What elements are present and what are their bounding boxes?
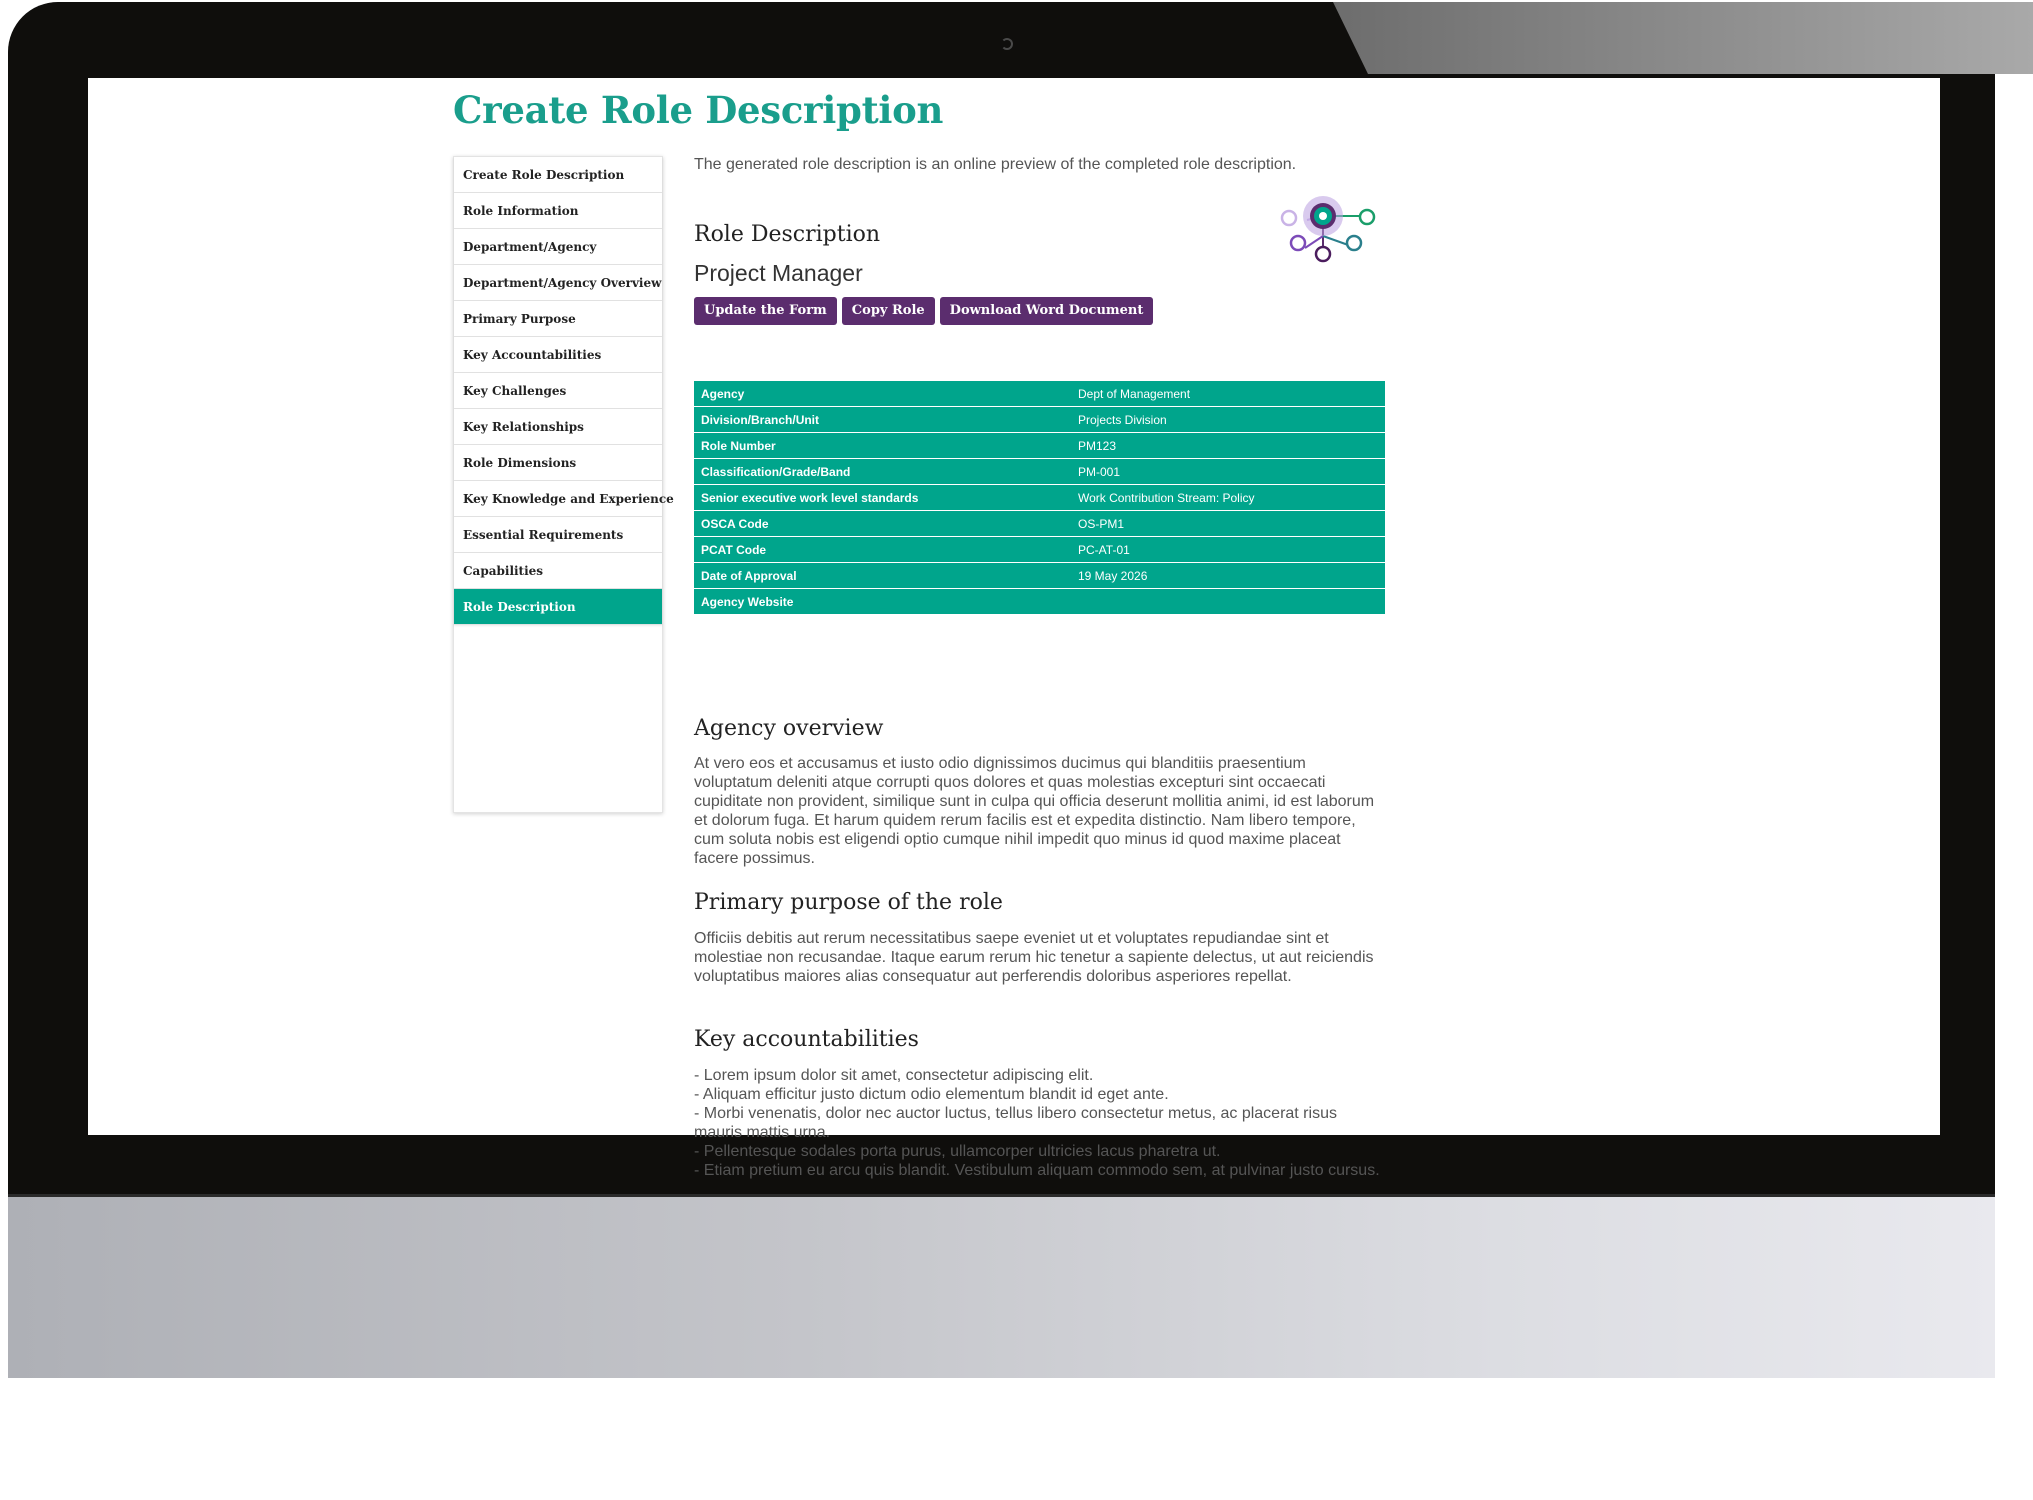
row-label: Senior executive work level standards bbox=[694, 485, 1071, 511]
agency-overview-text: At vero eos et accusamus et iusto odio dignissimos ducimus qui blanditiis praesentium voluptatum deleniti atque corrupti quos dolores et quas molestias excepturi sint occaecati cupiditate non provident, similique sunt in culpa qui officia deserunt mollitia animi, id est laborum et dolorum fuga. Et harum quidem rerum facilis est et expedita distinctio. Nam libero tempore, cum soluta nobis est eligendi optio cumque nihil impedit quo minus id quod maxime placeat facere possimus. bbox=[694, 755, 1375, 867]
sidebar-item-department-agency-overview[interactable]: Department/Agency Overview bbox=[454, 265, 662, 301]
screen bbox=[88, 78, 1940, 1179]
role-title: Project Manager bbox=[694, 260, 863, 286]
page-title: Create Role Description bbox=[453, 88, 944, 132]
row-label: Role Number bbox=[694, 433, 1071, 459]
row-value: PC-AT-01 bbox=[1071, 537, 1385, 563]
sidebar-item-department-agency[interactable]: Department/Agency bbox=[454, 229, 662, 265]
sidebar-item-key-accountabilities[interactable]: Key Accountabilities bbox=[454, 337, 662, 373]
list-item: - Morbi venenatis, dolor nec auctor luctus, tellus libero consectetur metus, ac placerat risus mauris mattis urna. bbox=[694, 1105, 1337, 1141]
row-label: PCAT Code bbox=[694, 537, 1071, 563]
row-label: OSCA Code bbox=[694, 511, 1071, 537]
sidebar-item-primary-purpose[interactable]: Primary Purpose bbox=[454, 301, 662, 337]
update-form-button[interactable]: Update the Form bbox=[694, 297, 837, 325]
row-label: Agency bbox=[694, 381, 1071, 407]
sidebar-item-key-relationships[interactable]: Key Relationships bbox=[454, 409, 662, 445]
monitor-chin bbox=[8, 1197, 1995, 1378]
network-logo-icon bbox=[1275, 196, 1385, 276]
row-value: Projects Division bbox=[1071, 407, 1385, 433]
sidebar-item-create-role-description[interactable]: Create Role Description bbox=[454, 157, 662, 193]
bezel-glare bbox=[1333, 2, 2033, 74]
sidebar-item-capabilities[interactable]: Capabilities bbox=[454, 553, 662, 589]
row-value: Work Contribution Stream: Policy bbox=[1071, 485, 1385, 511]
row-label: Date of Approval bbox=[694, 563, 1071, 589]
row-value: Dept of Management bbox=[1071, 381, 1385, 407]
primary-purpose-heading: Primary purpose of the role bbox=[694, 890, 1003, 915]
row-label: Agency Website bbox=[694, 589, 1071, 615]
list-item: - Lorem ipsum dolor sit amet, consectetur adipiscing elit. bbox=[694, 1067, 1094, 1084]
row-label: Division/Branch/Unit bbox=[694, 407, 1071, 433]
table-row bbox=[694, 563, 1385, 589]
table-row bbox=[694, 589, 1385, 615]
key-accountabilities-heading: Key accountabilities bbox=[694, 1027, 919, 1052]
row-label: Classification/Grade/Band bbox=[694, 459, 1071, 485]
copy-role-button[interactable]: Copy Role bbox=[842, 297, 935, 325]
sidebar-nav bbox=[453, 156, 674, 813]
camera-icon bbox=[1001, 38, 1013, 50]
list-item: - Etiam pretium eu arcu quis blandit. Vestibulum aliquam commodo sem, at pulvinar justo cursus. bbox=[694, 1162, 1380, 1179]
row-value: PM-001 bbox=[1071, 459, 1385, 485]
action-buttons bbox=[694, 297, 1153, 325]
table-row bbox=[694, 381, 1385, 407]
monitor-bezel bbox=[8, 2, 1995, 1197]
row-value: OS-PM1 bbox=[1071, 511, 1385, 537]
role-description-heading: Role Description bbox=[694, 222, 881, 247]
monitor-frame bbox=[8, 2, 1995, 1378]
sidebar-item-role-information[interactable]: Role Information bbox=[454, 193, 662, 229]
sidebar-item-role-dimensions[interactable]: Role Dimensions bbox=[454, 445, 662, 481]
table-row bbox=[694, 485, 1385, 511]
intro-text: The generated role description is an online preview of the completed role description. bbox=[694, 156, 1297, 173]
sidebar-item-role-description[interactable]: Role Description bbox=[454, 589, 662, 625]
row-value bbox=[1071, 589, 1385, 615]
sidebar-item-key-knowledge-and-experience[interactable]: Key Knowledge and Experience bbox=[454, 481, 662, 517]
sidebar-item-key-challenges[interactable]: Key Challenges bbox=[454, 373, 662, 409]
table-row bbox=[694, 511, 1385, 537]
table-row bbox=[694, 407, 1385, 433]
table-row bbox=[694, 459, 1385, 485]
key-accountabilities-list bbox=[694, 1066, 1385, 1180]
list-item: - Pellentesque sodales porta purus, ullamcorper ultricies lacus pharetra ut. bbox=[694, 1143, 1221, 1160]
sidebar-item-essential-requirements[interactable]: Essential Requirements bbox=[454, 517, 662, 553]
table-row bbox=[694, 537, 1385, 563]
primary-purpose-text: Officiis debitis aut rerum necessitatibus saepe eveniet ut et voluptates repudiandae sint et molestiae non recusandae. Itaque earum rerum hic tenetur a sapiente delectus, ut aut reiciendis voluptatibus maiores alias consequatur aut perferendis doloribus asperiores repellat. bbox=[694, 930, 1374, 985]
row-value: PM123 bbox=[1071, 433, 1385, 459]
list-item: - Aliquam efficitur justo dictum odio elementum blandit id eget ante. bbox=[694, 1086, 1169, 1103]
role-details-table bbox=[694, 381, 1385, 615]
download-word-document-button[interactable]: Download Word Document bbox=[940, 297, 1154, 325]
table-row bbox=[694, 433, 1385, 459]
row-value: 19 May 2026 bbox=[1071, 563, 1385, 589]
agency-overview-heading: Agency overview bbox=[694, 716, 884, 741]
